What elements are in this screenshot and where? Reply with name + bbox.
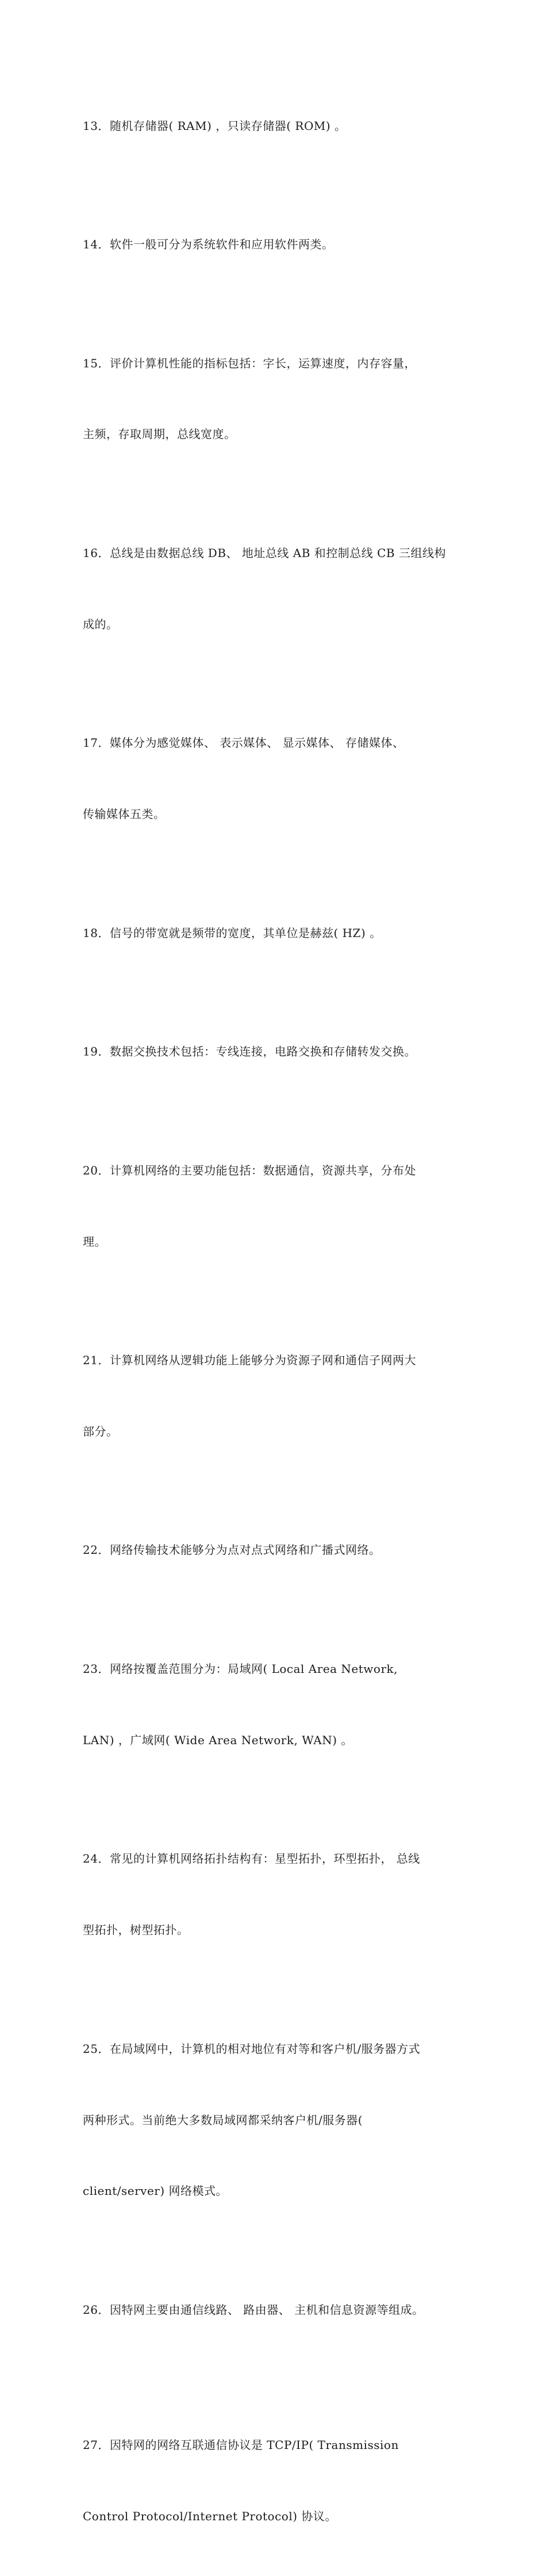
item-text: 21．计算机网络从逻辑功能上能够分为资源子网和通信子网两大 <box>83 1353 416 1368</box>
item-text: 26．因特网主要由通信线路、 路由器、 主机和信息资源等组成。 <box>83 2302 424 2317</box>
list-item-23 <box>83 1610 474 1799</box>
item-text: 20．计算机网络的主要功能包括：数据通信，资源共享，分布处 <box>83 1163 416 1177</box>
item-text-continued: Control Protocol/Internet Protocol) 协议。 <box>83 2509 337 2524</box>
list-item-15 <box>83 304 474 494</box>
list-item-25 <box>83 1990 474 2251</box>
item-text: 16．总线是由数据总线 DB、 地址总线 AB 和控制总线 CB 三组线构 <box>83 546 446 560</box>
item-text-continued: 部分。 <box>83 1424 118 1438</box>
list-item-19 <box>83 993 474 1111</box>
list-item-21 <box>83 1301 474 1491</box>
item-text-continued: 两种形式。当前绝大多数局域网都采纳客户机/服务器( <box>83 2113 363 2127</box>
item-text: 24．常见的计算机网络拓扑结构有：星型拓扑，环型拓扑， 总线 <box>83 1852 420 1866</box>
item-text-continued: 传输媒体五类。 <box>83 807 166 821</box>
list-item-22 <box>83 1491 474 1610</box>
item-text: 15．评价计算机性能的指标包括：字长，运算速度，内存容量， <box>83 356 416 370</box>
item-text: 14．软件一般可分为系统软件和应用软件两类。 <box>83 237 334 252</box>
item-text-continued: LAN) ，广域网( Wide Area Network, WAN) 。 <box>83 1733 353 1747</box>
item-text: 19．数据交换技术包括：专线连接，电路交换和存储转发交换。 <box>83 1045 416 1059</box>
item-text: 25．在局域网中，计算机的相对地位有对等和客户机/服务器方式 <box>83 2041 421 2056</box>
document-body <box>83 67 474 2576</box>
list-item-18 <box>83 874 474 992</box>
item-text: 18．信号的带宽就是频带的宽度，其单位是赫兹( HZ) 。 <box>83 926 382 940</box>
list-item-17 <box>83 684 474 874</box>
item-text-continued: 理。 <box>83 1234 106 1249</box>
item-text-continued: 型拓扑，树型拓扑。 <box>83 1923 189 1937</box>
item-text: 17．媒体分为感觉媒体、 表示媒体、 显示媒体、 存储媒体、 <box>83 736 405 750</box>
list-item-24 <box>83 1800 474 1990</box>
item-text: 23．网络按覆盖范围分为：局域网( Local Area Network, <box>83 1661 398 1676</box>
list-item-20 <box>83 1111 474 1301</box>
item-text-continued: 主频，存取周期，总线宽度。 <box>83 427 236 442</box>
list-item-16 <box>83 494 474 684</box>
list-item-26 <box>83 2251 474 2369</box>
item-text-continued: 成的。 <box>83 617 118 631</box>
item-text: 27．因特网的网络互联通信协议是 TCP/IP( Transmission <box>83 2438 399 2452</box>
list-item-27 <box>83 2386 474 2576</box>
item-text: 13．随机存储器( RAM) ，只读存储器( ROM) 。 <box>83 118 347 133</box>
item-text: 22．网络传输技术能够分为点对点式网络和广播式网络。 <box>83 1543 381 1557</box>
list-item-14 <box>83 185 474 304</box>
item-text-continued: client/server) 网络模式。 <box>83 2184 228 2198</box>
list-item-13 <box>83 67 474 185</box>
